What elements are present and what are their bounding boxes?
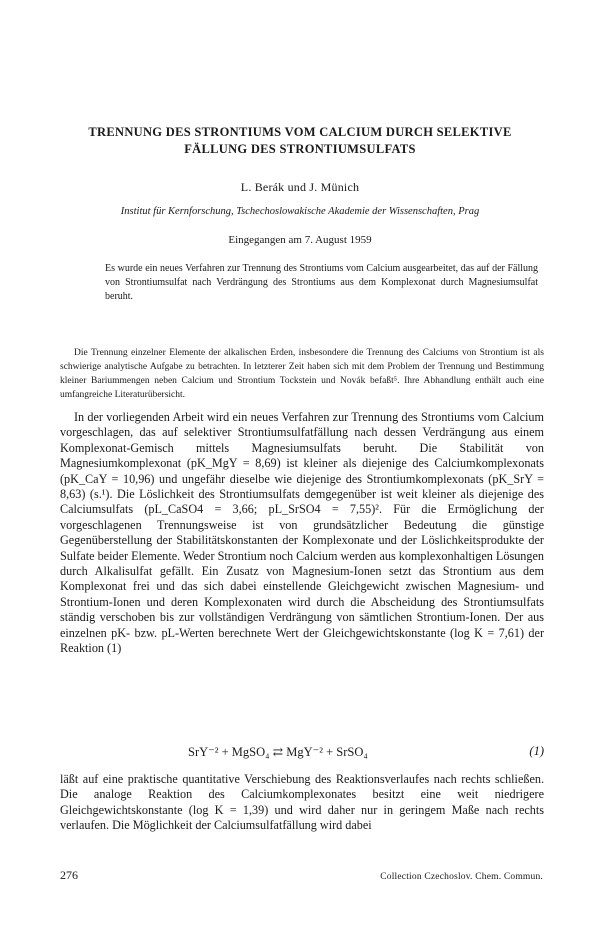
- equation-expression: SrY⁻² + MgSO₄ ⇄ MgY⁻² + SrSO₄: [188, 745, 368, 759]
- article-authors: L. Berák und J. Münich: [240, 180, 360, 194]
- page-number: 276: [60, 868, 78, 882]
- body-paragraph-1: In der vorliegenden Arbeit wird ein neues Verfahren zur Trennung des Strontiums vom Calcium vorgeschlagen, das auf selektiver Strontiumsulfatfällung nach dessen Verdrängung aus einem Komplexonat-Gemisch mittels Magnesiumsulfats beruht. Die Stabilität von Magnesiumkomplexonat (pK_MgY = 8,69) ist kleiner als diejenige des Calciumkomplexonats (pK_CaY = 10,96) und ungefähr dieselbe wie diejenige des Strontiumkomplexonats (pK_SrY = 8,63) (s.¹). Die Löslichkeit des Strontiumsulfats demgegenüber ist weit kleiner als diejenige des Calciumsulfats (pL_CaSO4 = 3,66; pL_SrSO4 = 7,55)². Für die Ermöglichung der vorgeschlagenen Trennungsweise ist von grundsätzlicher Bedeutung die günstige Gegenüberstellung der Stabilitätskonstanten der Komplexonate und der Löslichkeitsprodukte der Sulfate beider Elemente. Weder Strontium noch Calcium werden aus komplexonhaltigen Lösungen durch Alkalisulfat gefällt. Ein Zusatz von Magnesium-Ionen setzt das Strontium aus dem Komplexonat frei und das sich dabei einstellende Gleichgewicht zwischen Magnesium- und Strontium-Ionen und deren Komplexonaten wird durch die Abscheidung des Strontiumsulfats ständig verschoben bis zur vollständigen Verdrängung von sämtlichen Strontium-Ionen. Der aus einzelnen pK- bzw. pL-Werten berechnete Wert der Gleichgewichtskonstante (log K = 7,61) der Reaktion (1): [60, 410, 544, 656]
- author-affiliation: Institut für Kernforschung, Tschechoslowakische Akademie der Wissenschaften, Prag: [120, 206, 480, 217]
- body-paragraph-2: läßt auf eine praktische quantitative Verschiebung des Reaktionsverlaufes nach rechts schließen. Die analoge Reaktion des Calciumkomplexonates besitzt eine weit niedrigere Gleichgewichtskonstante (log K = 1,39) und wird daher nur in geringem Maße nach rechts verlaufen. Die Möglichkeit der Calciumsulfatfällung wird dabei: [60, 772, 544, 833]
- article-title: TRENNUNG DES STRONTIUMS VOM CALCIUM DURCH SELEKTIVE FÄLLUNG DES STRONTIUMSULFATS: [88, 125, 512, 156]
- journal-name: Collection Czechoslov. Chem. Commun.: [380, 872, 543, 882]
- abstract-paragraph: Es wurde ein neues Verfahren zur Trennung des Strontiums vom Calcium ausgearbeitet, das auf der Fällung von Strontiumsulfat nach Verdrängung des Strontiums aus dem Komplexonat durch Magnesiumsulfat beruht.: [105, 263, 538, 302]
- introduction-paragraph: Die Trennung einzelner Elemente der alkalischen Erden, insbesondere die Trennung des Calciums von Strontium ist als schwierige analytische Aufgabe zu betrachten. In letzterer Zeit haben sich mit dem Problem der Trennung und Bestimmung kleiner Bariummengen neben Calcium und Strontium Tockstein und Novák befaßt⁵. Ihre Abhandlung enthält auch eine umfangreiche Literaturübersicht.: [60, 348, 544, 400]
- equation-number: (1): [529, 744, 544, 758]
- received-date: Eingegangen am 7. August 1959: [228, 234, 372, 246]
- reaction-equation: [60, 744, 544, 762]
